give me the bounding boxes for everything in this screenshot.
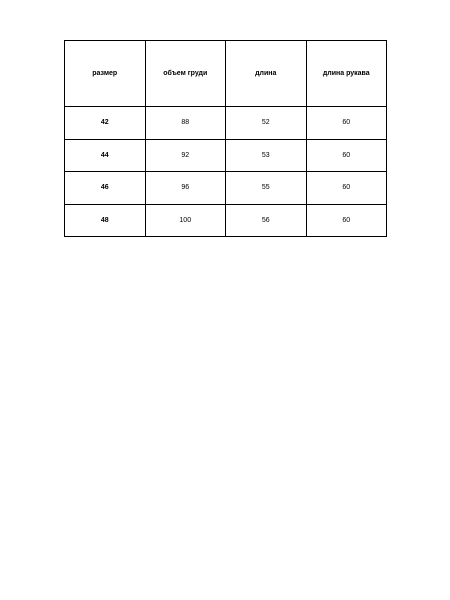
cell-chest: 100: [145, 204, 226, 237]
header-row: [65, 41, 387, 107]
table-row: [65, 139, 387, 172]
cell-size: 44: [65, 139, 146, 172]
cell-chest: 96: [145, 172, 226, 205]
size-chart-table: [64, 40, 387, 237]
cell-sleeve-length: 60: [306, 172, 387, 205]
cell-length: 56: [226, 204, 307, 237]
table-header: [65, 41, 387, 107]
header-chest: объем груди: [145, 41, 226, 107]
header-sleeve-length: длина рукава: [306, 41, 387, 107]
table-row: [65, 204, 387, 237]
table-body: [65, 107, 387, 237]
cell-length: 52: [226, 107, 307, 140]
cell-length: 55: [226, 172, 307, 205]
cell-length: 53: [226, 139, 307, 172]
cell-sleeve-length: 60: [306, 204, 387, 237]
cell-size: 46: [65, 172, 146, 205]
header-size: размер: [65, 41, 146, 107]
table-row: [65, 107, 387, 140]
cell-sleeve-length: 60: [306, 107, 387, 140]
cell-size: 42: [65, 107, 146, 140]
cell-size: 48: [65, 204, 146, 237]
cell-chest: 88: [145, 107, 226, 140]
cell-chest: 92: [145, 139, 226, 172]
header-length: длина: [226, 41, 307, 107]
cell-sleeve-length: 60: [306, 139, 387, 172]
table-row: [65, 172, 387, 205]
